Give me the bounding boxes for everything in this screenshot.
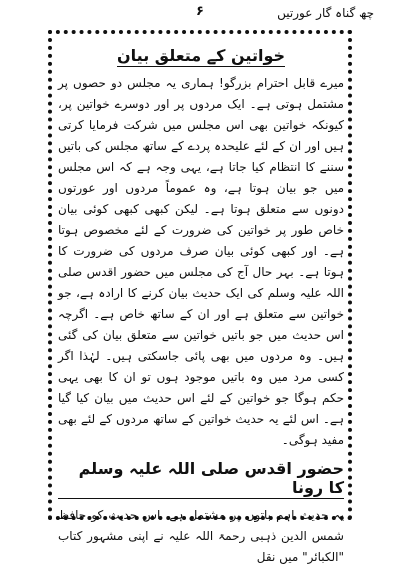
section-heading-prophet-weeping: حضور اقدس صلی اللہ علیہ وسلم کا رونا — [58, 459, 344, 499]
page-header — [12, 4, 388, 26]
section-heading-women: خواتین کے متعلق بیان — [117, 46, 285, 65]
book-title: چھ گناہ گار عورتیں — [277, 6, 374, 20]
section-paragraph-hadith: یہ حدیث اہم باتوں پر مشتمل ہے، اس حدیث کو حافظ شمس الدین ذہبی رحمۃ اللہ علیہ نے اپنی مشہور کتاب "الکبائر" میں نقل — [58, 508, 344, 564]
section-paragraph-women: میرے قابل احترام بزرگو! ہماری یہ مجلس دو حصوں پر مشتمل ہوتی ہے۔ ایک مردوں پر اور دوسرے خواتین پر، کیونکہ خواتین بھی اس مجلس میں شرکت فرمایا کرتی ہیں اور ان کے لئے علیحدہ پردے کے ساتھ مجلس کی باتیں سننے کا انتظام کیا جاتا ہے، یہی وجہ ہے کہ اس مجلس میں جو بیان ہوتا ہے، وہ عموماً مردوں اور عورتوں دونوں سے متعلق ہوتا ہے۔ لیکن کبھی کبھی کوئی بیان خاص طور پر خواتین کی ضرورت کے لئے مخصوص ہوتا ہے۔ اور کبھی کوئی بیان صرف مردوں کی ضرورت کا ہوتا ہے۔ بہر حال آج کی مجلس میں حضور اقدس صلی اللہ علیہ وسلم کی ایک حدیث بیان کرنے کا ارادہ ہے، جو خواتین سے متعلق ہے اور ان کے ساتھ خاص ہے۔ اگرچہ اس حدیث میں جو باتیں خواتین سے متعلق بیان کی گئی ہیں۔ وہ مردوں میں بھی پائی جاسکتی ہیں۔ لہٰذا اگر کسی مرد میں وہ باتیں موجود ہوں تو ان کا بھی یہی حکم ہوگا جو خواتین کے لئے اس حدیث میں بیان کیا گیا ہے۔ اس لئے یہ حدیث خواتین کے ساتھ مردوں کے لئے بھی مفید ہوگی۔ — [58, 76, 344, 447]
page-number: ۶ — [196, 4, 204, 19]
page-body — [58, 42, 344, 568]
